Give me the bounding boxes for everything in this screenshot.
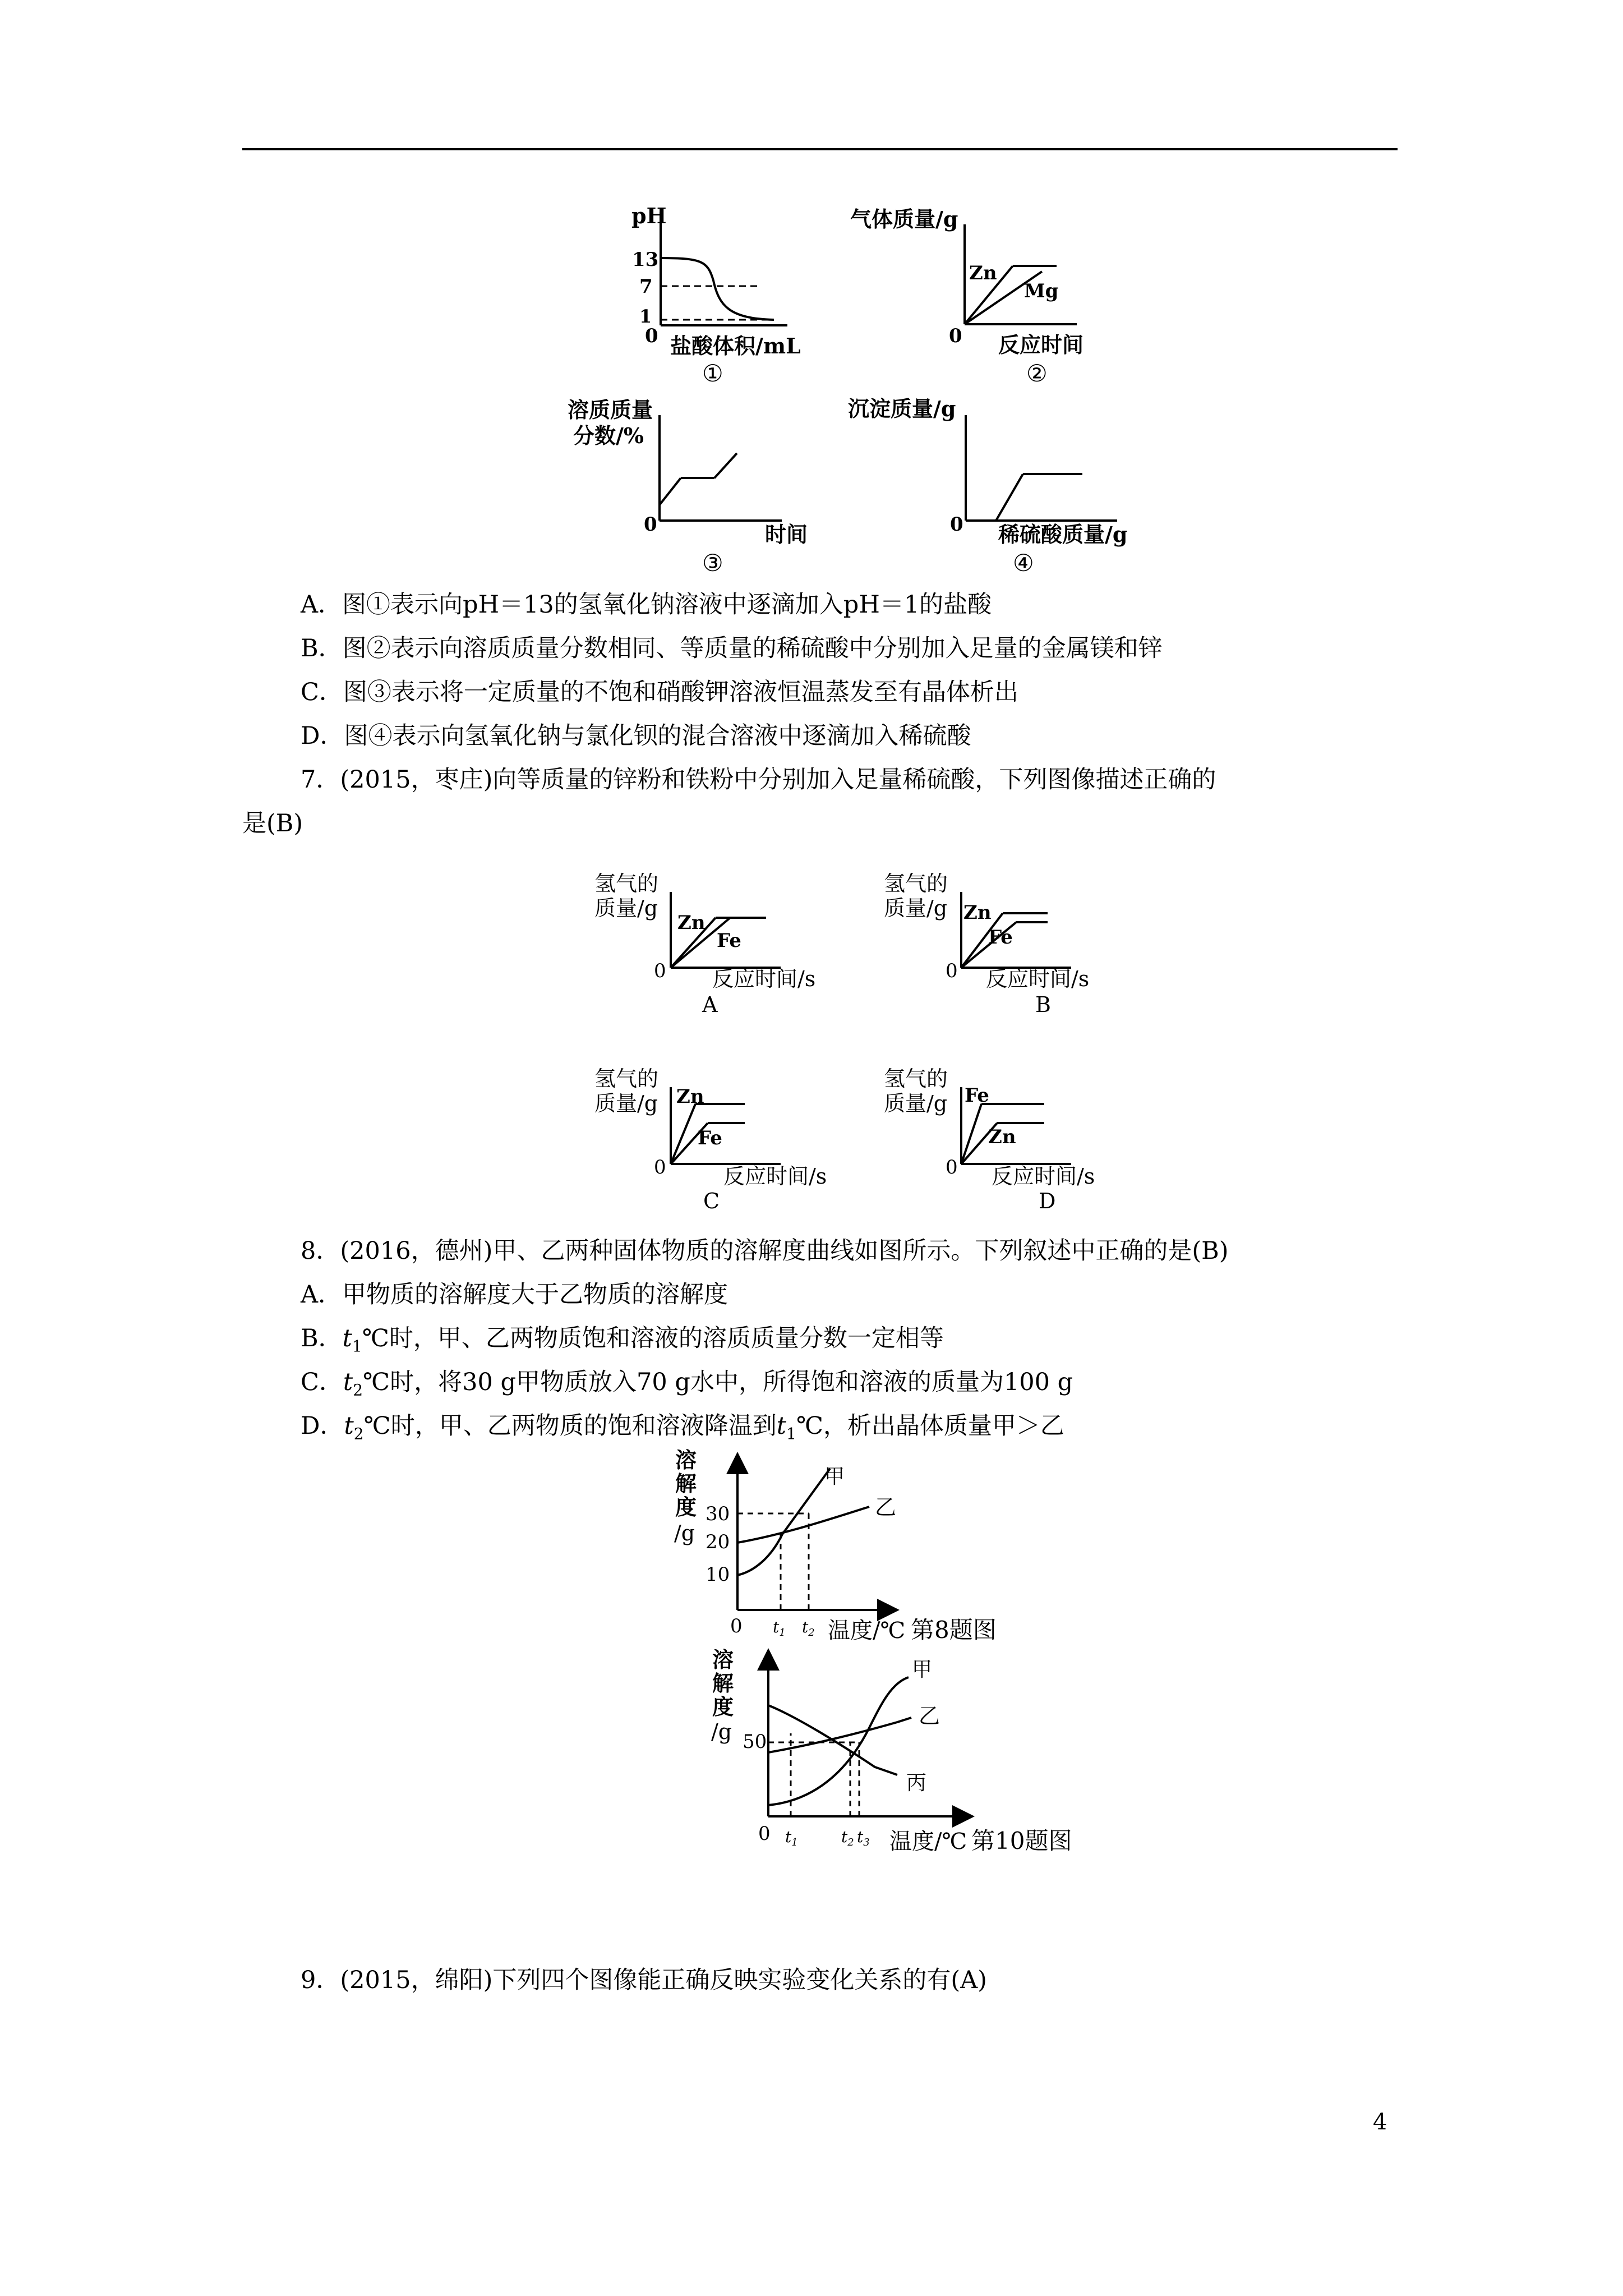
q8-y4: /g	[674, 1521, 695, 1545]
q6-g3-ylabel1: 溶质质量	[568, 397, 653, 422]
q7-d-origin: 0	[946, 1156, 958, 1179]
q7-d-xlabel: 反应时间/s	[992, 1164, 1095, 1189]
q10-bing: 丙	[906, 1772, 927, 1795]
q6-g2-origin: 0	[949, 325, 962, 347]
q8-option-a: A．甲物质的溶解度大于乙物质的溶解度	[301, 1281, 728, 1309]
q6-graph-3	[660, 415, 782, 521]
q7-a-bottom: Fe	[717, 930, 741, 952]
q7-b-xlabel: 反应时间/s	[986, 967, 1090, 991]
q6-option-c: C．图③表示将一定质量的不饱和硝酸钾溶液恒温蒸发至有晶体析出	[301, 678, 1018, 706]
q6-g1-y13: 13	[632, 249, 659, 271]
q7-a-ylabel2: 质量/g	[594, 896, 658, 921]
q10-caption: 第10题图	[971, 1827, 1072, 1855]
q6-g2-ylabel: 气体质量/g	[850, 206, 958, 232]
q8-xlabel: 温度/℃	[828, 1618, 906, 1644]
q8-option-c: C．$t_2℃$时，将30 g甲物质放入70 g水中，所得饱和溶液的质量为100 g	[301, 1368, 1073, 1400]
q7-a-label: A	[702, 992, 718, 1017]
q8-stem: 8．(2016，德州)甲、乙两种固体物质的溶解度曲线如图所示。下列叙述中正确的是(B)	[301, 1237, 1229, 1265]
q7-b-origin: 0	[946, 960, 958, 982]
q8-option-b: B．$t_1℃$时，甲、乙两物质饱和溶液的溶质质量分数一定相等	[301, 1324, 944, 1356]
q7-d-bottom: Zn	[988, 1126, 1016, 1148]
q6-graph-4	[966, 415, 1117, 521]
q6-graph-1	[661, 212, 787, 325]
q10-y4: /g	[711, 1719, 732, 1744]
q10-jia: 甲	[912, 1658, 933, 1681]
q10-t2: $t_2$	[841, 1828, 854, 1848]
q6-g4-origin: 0	[950, 513, 963, 536]
q7-d-top: Fe	[965, 1084, 989, 1107]
q8-t2: $t_2$	[802, 1618, 815, 1639]
q8-y1: 溶	[675, 1447, 697, 1473]
q6-option-d: D．图④表示向氢氧化钠与氯化钡的混合溶液中逐滴加入稀硫酸	[301, 722, 971, 750]
q7-b-top: Zn	[963, 901, 992, 924]
q7-b-label: B	[1035, 992, 1051, 1017]
q7-stem-line1: 7．(2015，枣庄)向等质量的锌粉和铁粉中分别加入足量稀硫酸，下列图像描述正确的	[301, 766, 1216, 794]
q6-g1-xlabel: 盐酸体积/mL	[670, 333, 801, 358]
q10-y1: 溶	[712, 1647, 734, 1672]
q8-jia: 甲	[824, 1465, 845, 1488]
q8-tick-20: 20	[706, 1531, 730, 1553]
q8-option-d: D．$t_2℃$时，甲、乙两物质的饱和溶液降温到$t_1℃$，析出晶体质量甲＞乙	[301, 1412, 1064, 1443]
q6-g3-origin: 0	[644, 513, 657, 536]
q6-g3-xlabel: 时间	[765, 522, 808, 547]
q7-d-ylabel1: 氢气的	[884, 1066, 948, 1091]
q6-g1-origin: 0	[645, 325, 658, 347]
q6-g4-xlabel: 稀硫酸质量/g	[998, 522, 1128, 547]
q7-b-ylabel2: 质量/g	[884, 896, 948, 921]
q7-d-ylabel2: 质量/g	[884, 1091, 948, 1116]
q6-g3-label: ③	[702, 549, 723, 577]
q6-g2-zn: Zn	[969, 262, 997, 284]
q8-yi: 乙	[875, 1495, 897, 1520]
q10-graph	[768, 1653, 970, 1816]
q6-option-b: B．图②表示向溶质质量分数相同、等质量的稀硫酸中分别加入足量的金属镁和锌	[301, 634, 1163, 662]
q8-tick-30: 30	[706, 1503, 730, 1525]
q8-graph	[737, 1456, 895, 1610]
q10-y3: 度	[712, 1694, 734, 1719]
q10-y2: 解	[712, 1671, 734, 1696]
q7-a-origin: 0	[654, 960, 666, 982]
q8-origin: 0	[730, 1615, 743, 1637]
page-number: 4	[1373, 2109, 1387, 2135]
q7-a-xlabel: 反应时间/s	[712, 967, 816, 991]
q6-g1-ylabel: pH	[631, 203, 667, 228]
q7-a-ylabel1: 氢气的	[594, 871, 659, 896]
q7-b-ylabel1: 氢气的	[884, 871, 948, 896]
q6-option-a: A．图①表示向pH＝13的氢氧化钠溶液中逐滴加入pH＝1的盐酸	[301, 591, 992, 619]
q6-g2-xlabel: 反应时间	[998, 332, 1084, 357]
q8-y2: 解	[675, 1471, 697, 1496]
q10-tick-50: 50	[743, 1731, 767, 1753]
q10-yi: 乙	[919, 1704, 940, 1728]
q6-g1-y7: 7	[639, 275, 653, 298]
q8-caption: 第8题图	[911, 1616, 997, 1644]
q6-g3-ylabel2: 分数/%	[573, 423, 644, 448]
q7-c-ylabel2: 质量/g	[594, 1091, 658, 1116]
q7-c-top: Zn	[676, 1085, 704, 1108]
q6-g2-mg: Mg	[1024, 280, 1059, 302]
q8-t1: $t_1$	[773, 1618, 786, 1639]
q7-stem-line2: 是(B)	[242, 809, 303, 838]
q8-y3: 度	[675, 1494, 697, 1520]
q6-g4-label: ④	[1013, 549, 1034, 577]
q10-origin: 0	[758, 1823, 771, 1845]
q7-c-bottom: Fe	[698, 1127, 722, 1149]
q7-a-top: Zn	[677, 912, 706, 934]
q7-d-label: D	[1039, 1189, 1056, 1213]
q7-c-ylabel1: 氢气的	[594, 1066, 659, 1091]
q7-c-xlabel: 反应时间/s	[723, 1164, 827, 1189]
q7-c-label: C	[703, 1189, 720, 1213]
q9-stem: 9．(2015，绵阳)下列四个图像能正确反映实验变化关系的有(A)	[301, 1966, 987, 1994]
q10-t1: $t_1$	[785, 1828, 798, 1848]
q6-g2-label: ②	[1026, 360, 1048, 387]
q10-t3: $t_3$	[857, 1828, 870, 1848]
q7-c-origin: 0	[654, 1156, 666, 1179]
q6-g1-label: ①	[702, 360, 723, 387]
q7-b-bottom: Fe	[988, 926, 1013, 949]
q6-g1-y1: 1	[639, 306, 652, 327]
q8-tick-10: 10	[706, 1563, 730, 1586]
q10-xlabel: 温度/℃	[889, 1829, 967, 1855]
q6-g4-ylabel: 沉淀质量/g	[848, 396, 956, 421]
